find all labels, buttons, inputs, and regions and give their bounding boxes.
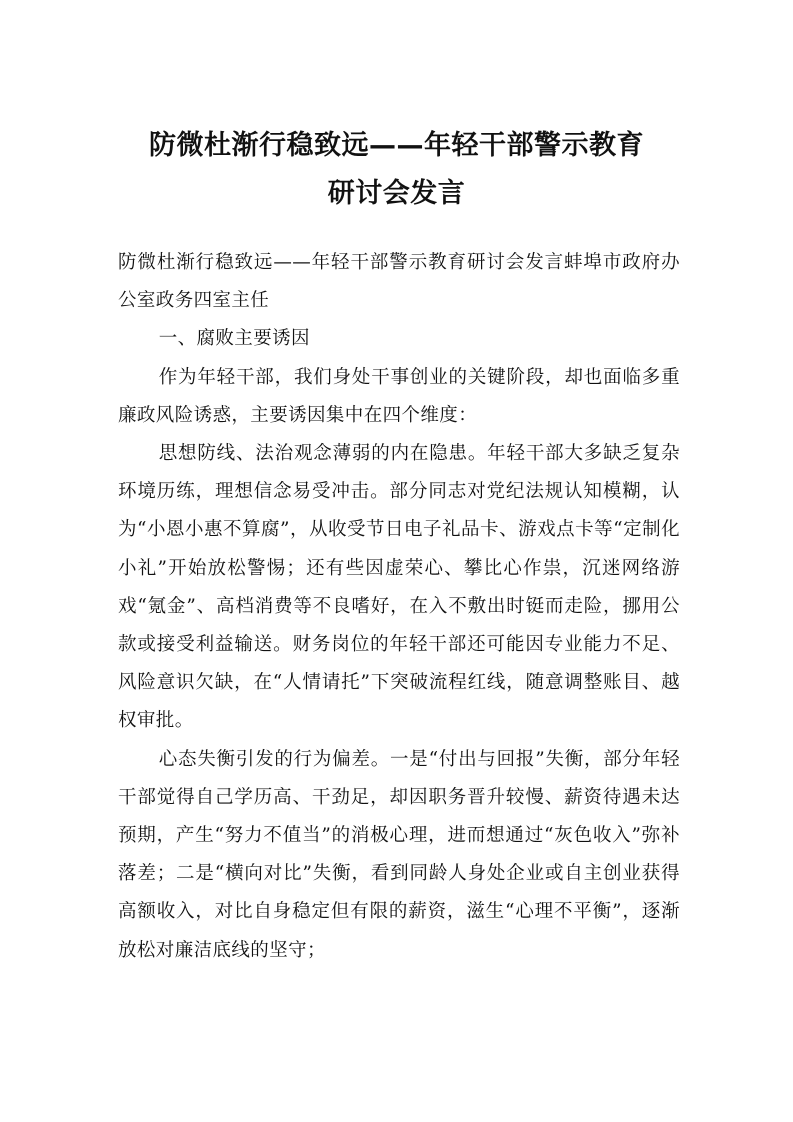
document-title-line-2: 研讨会发言 <box>327 178 466 209</box>
body-paragraph: 思想防线、法治观念薄弱的内在隐患。年轻干部大多缺乏复杂环境历练，理想信念易受冲击。部分同志对党纪法规认知模糊，认为“小恩小惠不算腐”，从收受节日电子礼品卡、游戏点卡等“定制化小礼”开始放松警惕；还有些因虚荣心、攀比心作祟，沉迷网络游戏“氪金”、高档消费等不良嗜好，在入不敷出时铤而走险，挪用公款或接受利益输送。财务岗位的年轻干部还可能因专业能力不足、风险意识欠缺，在“人情请托”下突破流程红线，随意调整账目、越权审批。 <box>118 443 680 732</box>
document-body <box>118 244 680 970</box>
document-title-line-1: 防微杜渐行稳致远——年轻干部警示教育 <box>149 130 644 161</box>
body-paragraph: 心态失衡引发的行为偏差。一是“付出与回报”失衡，部分年轻干部觉得自己学历高、干劲足，却因职务晋升较慢、薪资待遇未达预期，产生“努力不值当”的消极心理，进而想通过“灰色收入”弥补落差；二是“横向对比”失衡，看到同龄人身处企业或自主创业获得高额收入，对比自身稳定但有限的薪资，滋生“心理不平衡”，逐渐放松对廉洁底线的坚守； <box>118 748 680 961</box>
body-paragraph: 作为年轻干部，我们身处干事创业的关键阶段，却也面临多重廉政风险诱惑，主要诱因集中在四个维度： <box>118 366 680 426</box>
intro-paragraph: 防微杜渐行稳致远——年轻干部警示教育研讨会发言蚌埠市政府办公室政务四室主任 <box>118 252 680 312</box>
section-heading: 一、腐败主要诱因 <box>158 328 310 350</box>
